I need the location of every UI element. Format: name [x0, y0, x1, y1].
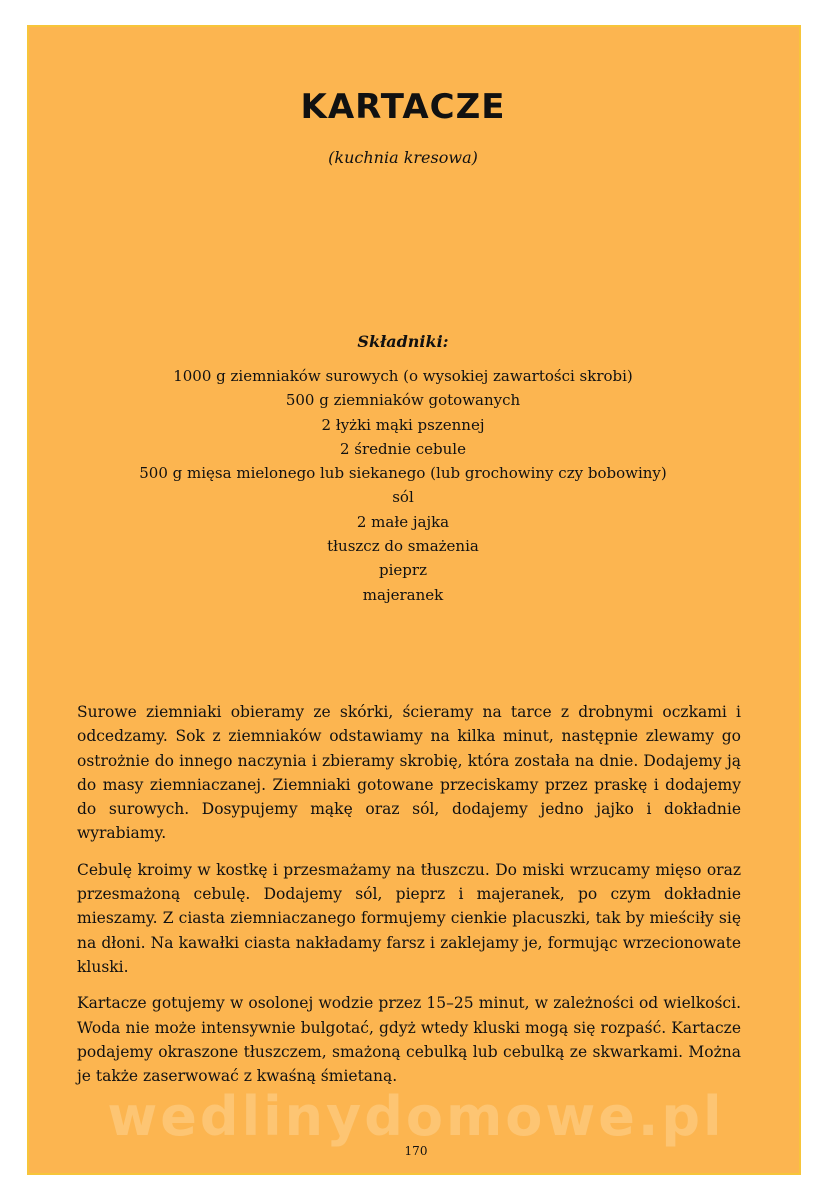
recipe-title: KARTACZE: [300, 87, 506, 127]
preparation-paragraph: Cebulę kroimy w kostkę i przesmażamy na tłuszczu. Do miski wrzucamy mięso oraz przesmażoną cebulę. Dodajemy sól, pieprz i majeranek, po czym dokładnie mieszamy. Z ciasta ziemniaczanego formujemy cienkie placuszki, tak by mieściły się na dłoni. Na kawałki ciasta nakładamy farsz i zaklejamy je, formując wrzecionowate kluski.: [77, 860, 741, 976]
ingredient-item: 500 g mięsa mielonego lub siekanego (lub grochowiny czy bobowiny): [139, 464, 667, 483]
ingredients-list: [29, 364, 803, 607]
ingredient-item: tłuszcz do smażenia: [327, 537, 479, 556]
ingredient-item: 2 średnie cebule: [340, 439, 466, 458]
ingredient-item: sól: [392, 488, 414, 507]
preparation-paragraph: Surowe ziemniaki obieramy ze skórki, ścieramy na tarce z drobnymi oczkami i odcedzamy. Sok z ziemniaków odstawiamy na kilka minut, następnie zlewamy go ostrożnie do innego naczynia i zbieramy skrobię, która została na dnie. Dodajemy ją do masy ziemniaczanej. Ziemniaki gotowane przeciskamy przez praskę i dodajemy do surowych. Dosypujemy mąkę oraz sól, dodajemy jedno jajko i dokładnie wyrabiamy.: [77, 703, 741, 843]
page-number: 170: [404, 1144, 428, 1158]
ingredient-item: 2 łyżki mąki pszennej: [321, 415, 485, 434]
ingredient-item: pieprz: [379, 561, 427, 580]
ingredient-item: 2 małe jajka: [356, 512, 450, 531]
preparation-paragraph: Kartacze gotujemy w osolonej wodzie przez 15–25 minut, w zależności od wielkości. Woda nie może intensywnie bulgotać, gdyż wtedy kluski mogą się rozpaść. Kartacze podajemy okraszone tłuszczem, smażoną cebulką lub cebulką ze skwarkami. Można je także zaserwować z kwaśną śmietaną.: [77, 994, 741, 1086]
ingredient-item: 1000 g ziemniaków surowych (o wysokiej zawartości skrobi): [173, 367, 633, 385]
recipe-subtitle: (kuchnia kresowa): [328, 148, 478, 167]
ingredient-item: majeranek: [362, 585, 444, 604]
ingredient-item: 500 g ziemniaków gotowanych: [285, 391, 521, 410]
ingredients-heading: Składniki:: [357, 332, 449, 351]
preparation-text: [77, 700, 741, 1100]
recipe-page: [27, 25, 801, 1175]
site-watermark: wedlinydomowe.pl: [107, 1085, 725, 1148]
